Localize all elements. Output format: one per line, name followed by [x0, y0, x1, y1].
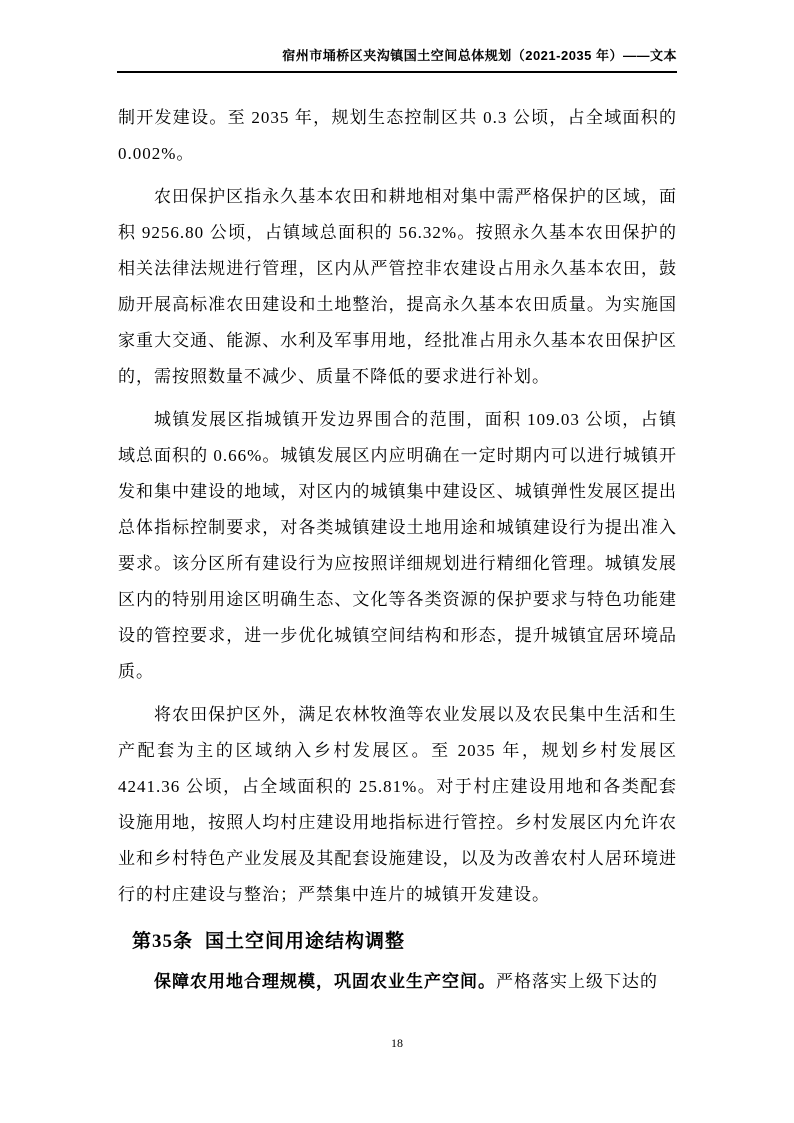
- paragraph: 农田保护区指永久基本农田和耕地相对集中需严格保护的区域，面积 9256.80 公顷，占镇域总面积的 56.32%。按照永久基本农田保护的相关法律法规进行管理，区内从严管控非农建设占用永久基本农田，鼓励开展高标准农田建设和土地整治，提高永久基本农田质量。为实施国家重大交通、能源、水利及军事用地，经批准占用永久基本农田保护区的，需按照数量不减少、质量不降低的要求进行补划。: [118, 187, 677, 386]
- page-header: [117, 46, 677, 73]
- paragraph: 将农田保护区外，满足农林牧渔等农业发展以及农民集中生活和生产配套为主的区域纳入乡村发展区。至 2035 年，规划乡村发展区 4241.36 公顷，占全域面积的 25.81%。对于村庄建设用地和各类配套设施用地，按照人均村庄建设用地指标进行管控。乡村发展区内允许农业和乡村特色产业发展及其配套设施建设，以及为改善农村人居环境进行的村庄建设与整治；严禁集中连片的城镇开发建设。: [118, 705, 677, 904]
- article-heading: [118, 922, 677, 962]
- page-footer: [0, 1034, 794, 1052]
- article-title: 国土空间用途结构调整: [205, 931, 406, 952]
- paragraph-bold-lead: 保障农用地合理规模，巩固农业生产空间。: [154, 972, 496, 991]
- article-number: 第35条: [132, 931, 194, 952]
- header-title: 宿州市埇桥区夹沟镇国土空间总体规划（2021-2035 年）——文本: [282, 48, 677, 63]
- paragraph: 制开发建设。至 2035 年，规划生态控制区共 0.3 公顷，占全域面积的 0.002%。: [118, 108, 677, 163]
- page-number: 18: [391, 1036, 403, 1050]
- paragraph: 保障农用地合理规模，巩固农业生产空间。严格落实上级下达的: [154, 972, 658, 991]
- document-content: [118, 100, 677, 1007]
- paragraph: 城镇发展区指城镇开发边界围合的范围，面积 109.03 公顷，占镇域总面积的 0.66%。城镇发展区内应明确在一定时期内可以进行城镇开发和集中建设的地域，对区内的城镇集中建设区、城镇弹性发展区提出总体指标控制要求，对各类城镇建设土地用途和城镇建设行为提出准入要求。该分区所有建设行为应按照详细规划进行精细化管理。城镇发展区内的特别用途区明确生态、文化等各类资源的保护要求与特色功能建设的管控要求，进一步优化城镇空间结构和形态，提升城镇宜居环境品质。: [118, 410, 677, 681]
